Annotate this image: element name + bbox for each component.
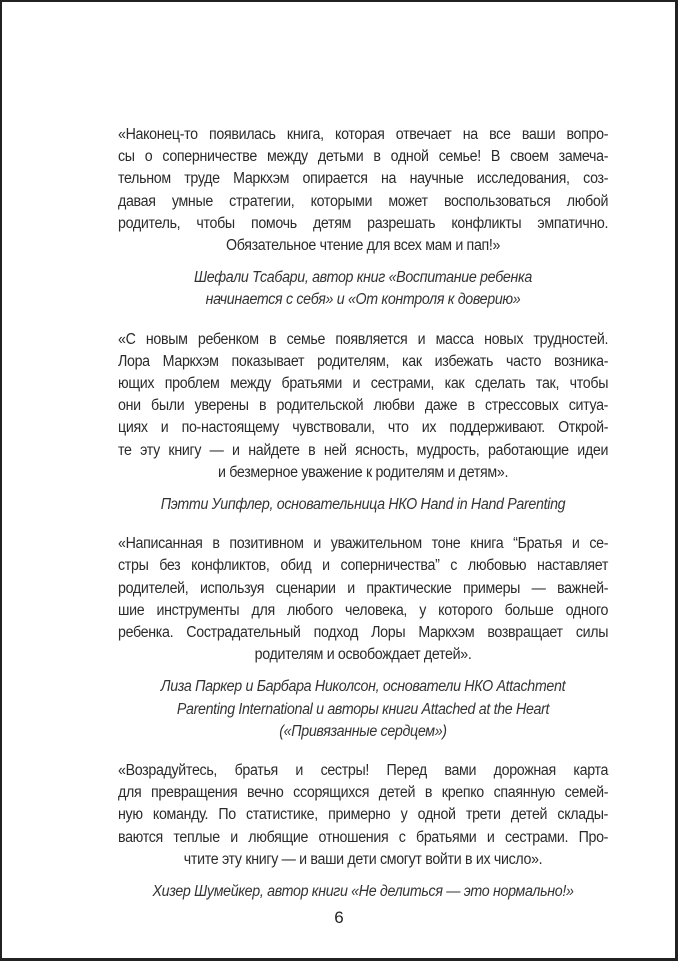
quote-line: «Возрадуйтесь, братья и сестры! Перед вами дорожная карта <box>118 762 609 780</box>
quote-line: ную команду. По статистике, примерно у одной трети детей склады- <box>118 806 609 824</box>
blurb <box>118 124 608 312</box>
quote-line: ющих проблем между братьями и сестрами, как сделать так, чтобы <box>118 375 609 393</box>
blurb-attribution <box>135 676 591 743</box>
blurbs-page <box>118 124 608 920</box>
attribution-line: Пэтти Уипфлер, основательница НКО Hand in Hand Parenting <box>160 496 566 514</box>
quote-line: ребенка. Сострадательный подход Лоры Маркхэм возвращает силы <box>118 624 609 642</box>
attribution-line: Хизер Шумейкер, автор книги «Не делиться — это нормально!» <box>152 883 574 901</box>
quote-line: «С новым ребенком в семье появляется и масса новых трудностей. <box>118 330 609 348</box>
quote-line: те эту книгу — и найдете в ней ясность, мудрость, работающие идеи <box>118 441 609 459</box>
attribution-line: («Привязанные сердцем») <box>279 722 447 740</box>
blurb-attribution <box>135 267 591 311</box>
quote-line: давая умные стратегии, которыми может воспользоваться любой <box>118 192 609 210</box>
quote-line: «Наконец-то появилась книга, которая отвечает на все ваши вопро- <box>118 126 609 143</box>
quote-line: родителям и освобождает детей». <box>254 646 472 664</box>
blurb-quote <box>118 760 608 871</box>
attribution-line: Parenting International и авторы книги Attached at the Heart <box>176 700 550 718</box>
quote-line: ваются теплые и любящие отношения с братьями и сестрами. Про- <box>118 828 609 846</box>
blurb-quote <box>118 533 608 666</box>
quote-line: и безмерное уважение к родителям и детям». <box>218 463 509 481</box>
quote-line: тельном труде Маркхэм опирается на научные исследования, соз- <box>118 170 609 188</box>
quote-line: они были уверены в родительской любви даже в стрессовых ситуа- <box>118 397 609 415</box>
quote-line: «Написанная в позитивном и уважительном тоне книга “Братья и се- <box>118 535 609 553</box>
blurb-quote <box>118 124 608 257</box>
blurb-quote <box>118 329 608 484</box>
quote-line: стры без конфликтов, обид и соперничества” с любовью наставляет <box>118 557 609 575</box>
quote-line: шие инструменты для любого человека, у которого больше одного <box>118 601 609 619</box>
attribution-line: Шефали Тсабари, автор книг «Воспитание ребенка <box>194 269 532 287</box>
quote-line: чтите эту книгу — и ваши дети смогут войти в их число». <box>183 850 543 868</box>
quote-line: для превращения вечно ссорящихся детей в крепко спаянную семей- <box>118 784 609 802</box>
quote-line: родителей, используя сценарии и практические примеры — важней- <box>118 579 609 597</box>
quote-line: циях и по-настоящему чувствовали, что их поддерживают. Открой- <box>118 419 609 437</box>
blurb <box>118 329 608 517</box>
attribution-line: Лиза Паркер и Барбара Николсон, основатели НКО Attachment <box>160 678 566 696</box>
blurb-attribution <box>135 494 591 516</box>
quote-line: родитель, чтобы помочь детям разрешать конфликты эмпатично. <box>118 214 609 232</box>
blurb <box>118 760 608 903</box>
blurb <box>118 533 608 743</box>
quote-line: сы о соперничестве между детьми в одной семье! В своем замеча- <box>118 148 609 166</box>
quote-line: Лора Маркхэм показывает родителям, как избежать часто возника- <box>118 352 609 370</box>
attribution-line: начинается с себя» и «От контроля к доверию» <box>205 291 521 309</box>
blurb-attribution <box>135 881 591 903</box>
page-number: 6 <box>334 908 344 927</box>
quote-line: Обязательное чтение для всех мам и пап!» <box>225 237 501 255</box>
